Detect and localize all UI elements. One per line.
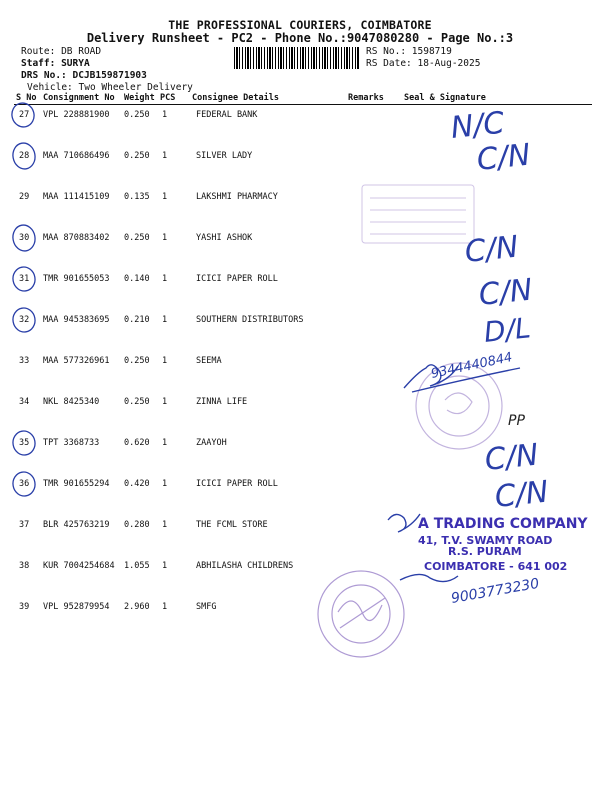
cell-consignee: YASHI ASHOK (196, 233, 253, 243)
cell-sno: 28 (19, 151, 30, 161)
cell-weight: 0.210 (124, 315, 150, 325)
note-row-27: N/C (449, 105, 507, 146)
route-value: DB ROAD (61, 46, 102, 57)
table-row (0, 599, 600, 640)
note-row-36: C/N (493, 474, 551, 515)
cell-pcs: 1 (162, 561, 168, 571)
cell-weight: 0.135 (124, 192, 150, 202)
cell-consignee: SOUTHERN DISTRIBUTORS (196, 315, 304, 325)
rs-no-label: RS No.: (366, 46, 407, 57)
note-row-33-phone: 9344440844 (429, 350, 514, 382)
stamp-line-2: 41, T.V. SWAMY ROAD (418, 534, 553, 547)
cell-consignment: MAA 111415109 (43, 192, 110, 202)
cell-sno: 29 (19, 192, 30, 202)
cell-consignee: SMFG (196, 602, 217, 612)
note-row-32: D/L (482, 311, 533, 349)
table-row (0, 558, 600, 599)
table-header (0, 93, 600, 104)
table-row (0, 271, 600, 312)
cell-weight: 0.140 (124, 274, 150, 284)
cell-consignee: ICICI PAPER ROLL (196, 274, 278, 284)
drs-label: DRS No.: (21, 70, 67, 81)
cell-consignee: SILVER LADY (196, 151, 253, 161)
note-row-35: C/N (483, 437, 541, 478)
drs-info (21, 70, 147, 81)
table-row (0, 435, 600, 476)
cell-pcs: 1 (162, 110, 168, 120)
col-consignment: Consignment No (43, 93, 115, 103)
cell-consignment: NKL 8425340 (43, 397, 100, 407)
cell-consignee: THE FCML STORE (196, 520, 268, 530)
table-row (0, 230, 600, 271)
cell-sno: 39 (19, 602, 30, 612)
table-row (0, 517, 600, 558)
staff-label: Staff: (21, 58, 56, 69)
cell-consignee: ABHILASHA CHILDRENS (196, 561, 294, 571)
cell-weight: 1.055 (124, 561, 150, 571)
vehicle-info (27, 82, 193, 93)
rs-date-value: 18-Aug-2025 (417, 58, 481, 69)
cell-sno: 38 (19, 561, 30, 571)
cell-consignee: LAKSHMI PHARMACY (196, 192, 278, 202)
col-weight: Weight (124, 93, 155, 103)
document-title: THE PROFESSIONAL COURIERS, COIMBATORE (168, 18, 432, 32)
document-subtitle: Delivery Runsheet - PC2 - Phone No.:9047080280 - Page No.:3 (86, 31, 514, 45)
cell-consignee: ZINNA LIFE (196, 397, 248, 407)
cell-consignee: ZAAYOH (196, 438, 227, 448)
route-info (21, 46, 101, 57)
cell-sno: 32 (19, 315, 30, 325)
rs-number-info (366, 46, 452, 57)
cell-consignment: TMR 901655294 (43, 479, 110, 489)
cell-pcs: 1 (162, 315, 168, 325)
cell-consignment: TPT 3368733 (43, 438, 100, 448)
cell-weight: 0.250 (124, 151, 150, 161)
staff-value: SURYA (61, 58, 90, 69)
rs-date-info (366, 58, 480, 69)
cell-pcs: 1 (162, 397, 168, 407)
col-remarks: Remarks (348, 93, 384, 103)
cell-consignment: MAA 577326961 (43, 356, 110, 366)
col-seal: Seal & Signature (404, 93, 486, 103)
vehicle-value: Two Wheeler Delivery (78, 82, 193, 93)
table-row (0, 312, 600, 353)
cell-pcs: 1 (162, 192, 168, 202)
cell-pcs: 1 (162, 520, 168, 530)
cell-weight: 0.250 (124, 110, 150, 120)
cell-pcs: 1 (162, 274, 168, 284)
cell-weight: 0.250 (124, 233, 150, 243)
route-label: Route: (21, 46, 56, 57)
cell-pcs: 1 (162, 479, 168, 489)
cell-consignment: TMR 901655053 (43, 274, 110, 284)
cell-consignment: MAA 870883402 (43, 233, 110, 243)
cell-consignment: MAA 710686496 (43, 151, 110, 161)
cell-weight: 0.280 (124, 520, 150, 530)
cell-pcs: 1 (162, 356, 168, 366)
rs-no-value: 1598719 (411, 46, 452, 57)
table-row (0, 148, 600, 189)
note-row-38-phone: 9003773230 (449, 575, 541, 607)
cell-weight: 0.620 (124, 438, 150, 448)
cell-sno: 37 (19, 520, 30, 530)
stamp-line-4: COIMBATORE - 641 002 (424, 560, 568, 573)
table-row (0, 394, 600, 435)
col-sno: S No (16, 93, 37, 103)
table-row (0, 353, 600, 394)
note-row-30: C/N (463, 229, 521, 270)
cell-pcs: 1 (162, 602, 168, 612)
table-row (0, 476, 600, 517)
note-row-34: PP (508, 413, 525, 429)
cell-consignment: KUR 7004254684 (43, 561, 115, 571)
cell-consignment: MAA 945383695 (43, 315, 110, 325)
stamp-line-1: A TRADING COMPANY (418, 516, 588, 532)
barcode (234, 47, 360, 69)
cell-consignee: FEDERAL BANK (196, 110, 258, 120)
cell-sno: 30 (19, 233, 30, 243)
stamp-line-3: R.S. PURAM (448, 545, 522, 558)
header-divider (14, 104, 592, 105)
cell-sno: 35 (19, 438, 30, 448)
cell-weight: 2.960 (124, 602, 150, 612)
cell-consignee: SEEMA (196, 356, 222, 366)
staff-info (21, 58, 90, 69)
cell-pcs: 1 (162, 438, 168, 448)
cell-pcs: 1 (162, 151, 168, 161)
cell-sno: 33 (19, 356, 30, 366)
note-row-31: C/N (477, 272, 535, 313)
cell-consignment: VPL 952879954 (43, 602, 110, 612)
cell-sno: 31 (19, 274, 30, 284)
col-pcs: PCS (160, 93, 176, 103)
vehicle-label: Vehicle: (27, 82, 73, 93)
cell-weight: 0.420 (124, 479, 150, 489)
cell-consignee: ICICI PAPER ROLL (196, 479, 278, 489)
cell-pcs: 1 (162, 233, 168, 243)
cell-sno: 27 (19, 110, 30, 120)
cell-weight: 0.250 (124, 356, 150, 366)
cell-sno: 36 (19, 479, 30, 489)
table-row (0, 189, 600, 230)
cell-consignment: BLR 425763219 (43, 520, 110, 530)
table-row (0, 107, 600, 148)
note-row-28: C/N (475, 137, 533, 178)
cell-consignment: VPL 228881900 (43, 110, 110, 120)
cell-weight: 0.250 (124, 397, 150, 407)
col-consignee: Consignee Details (192, 93, 279, 103)
drs-value: DCJB159871903 (72, 70, 147, 81)
cell-sno: 34 (19, 397, 30, 407)
rs-date-label: RS Date: (366, 58, 412, 69)
